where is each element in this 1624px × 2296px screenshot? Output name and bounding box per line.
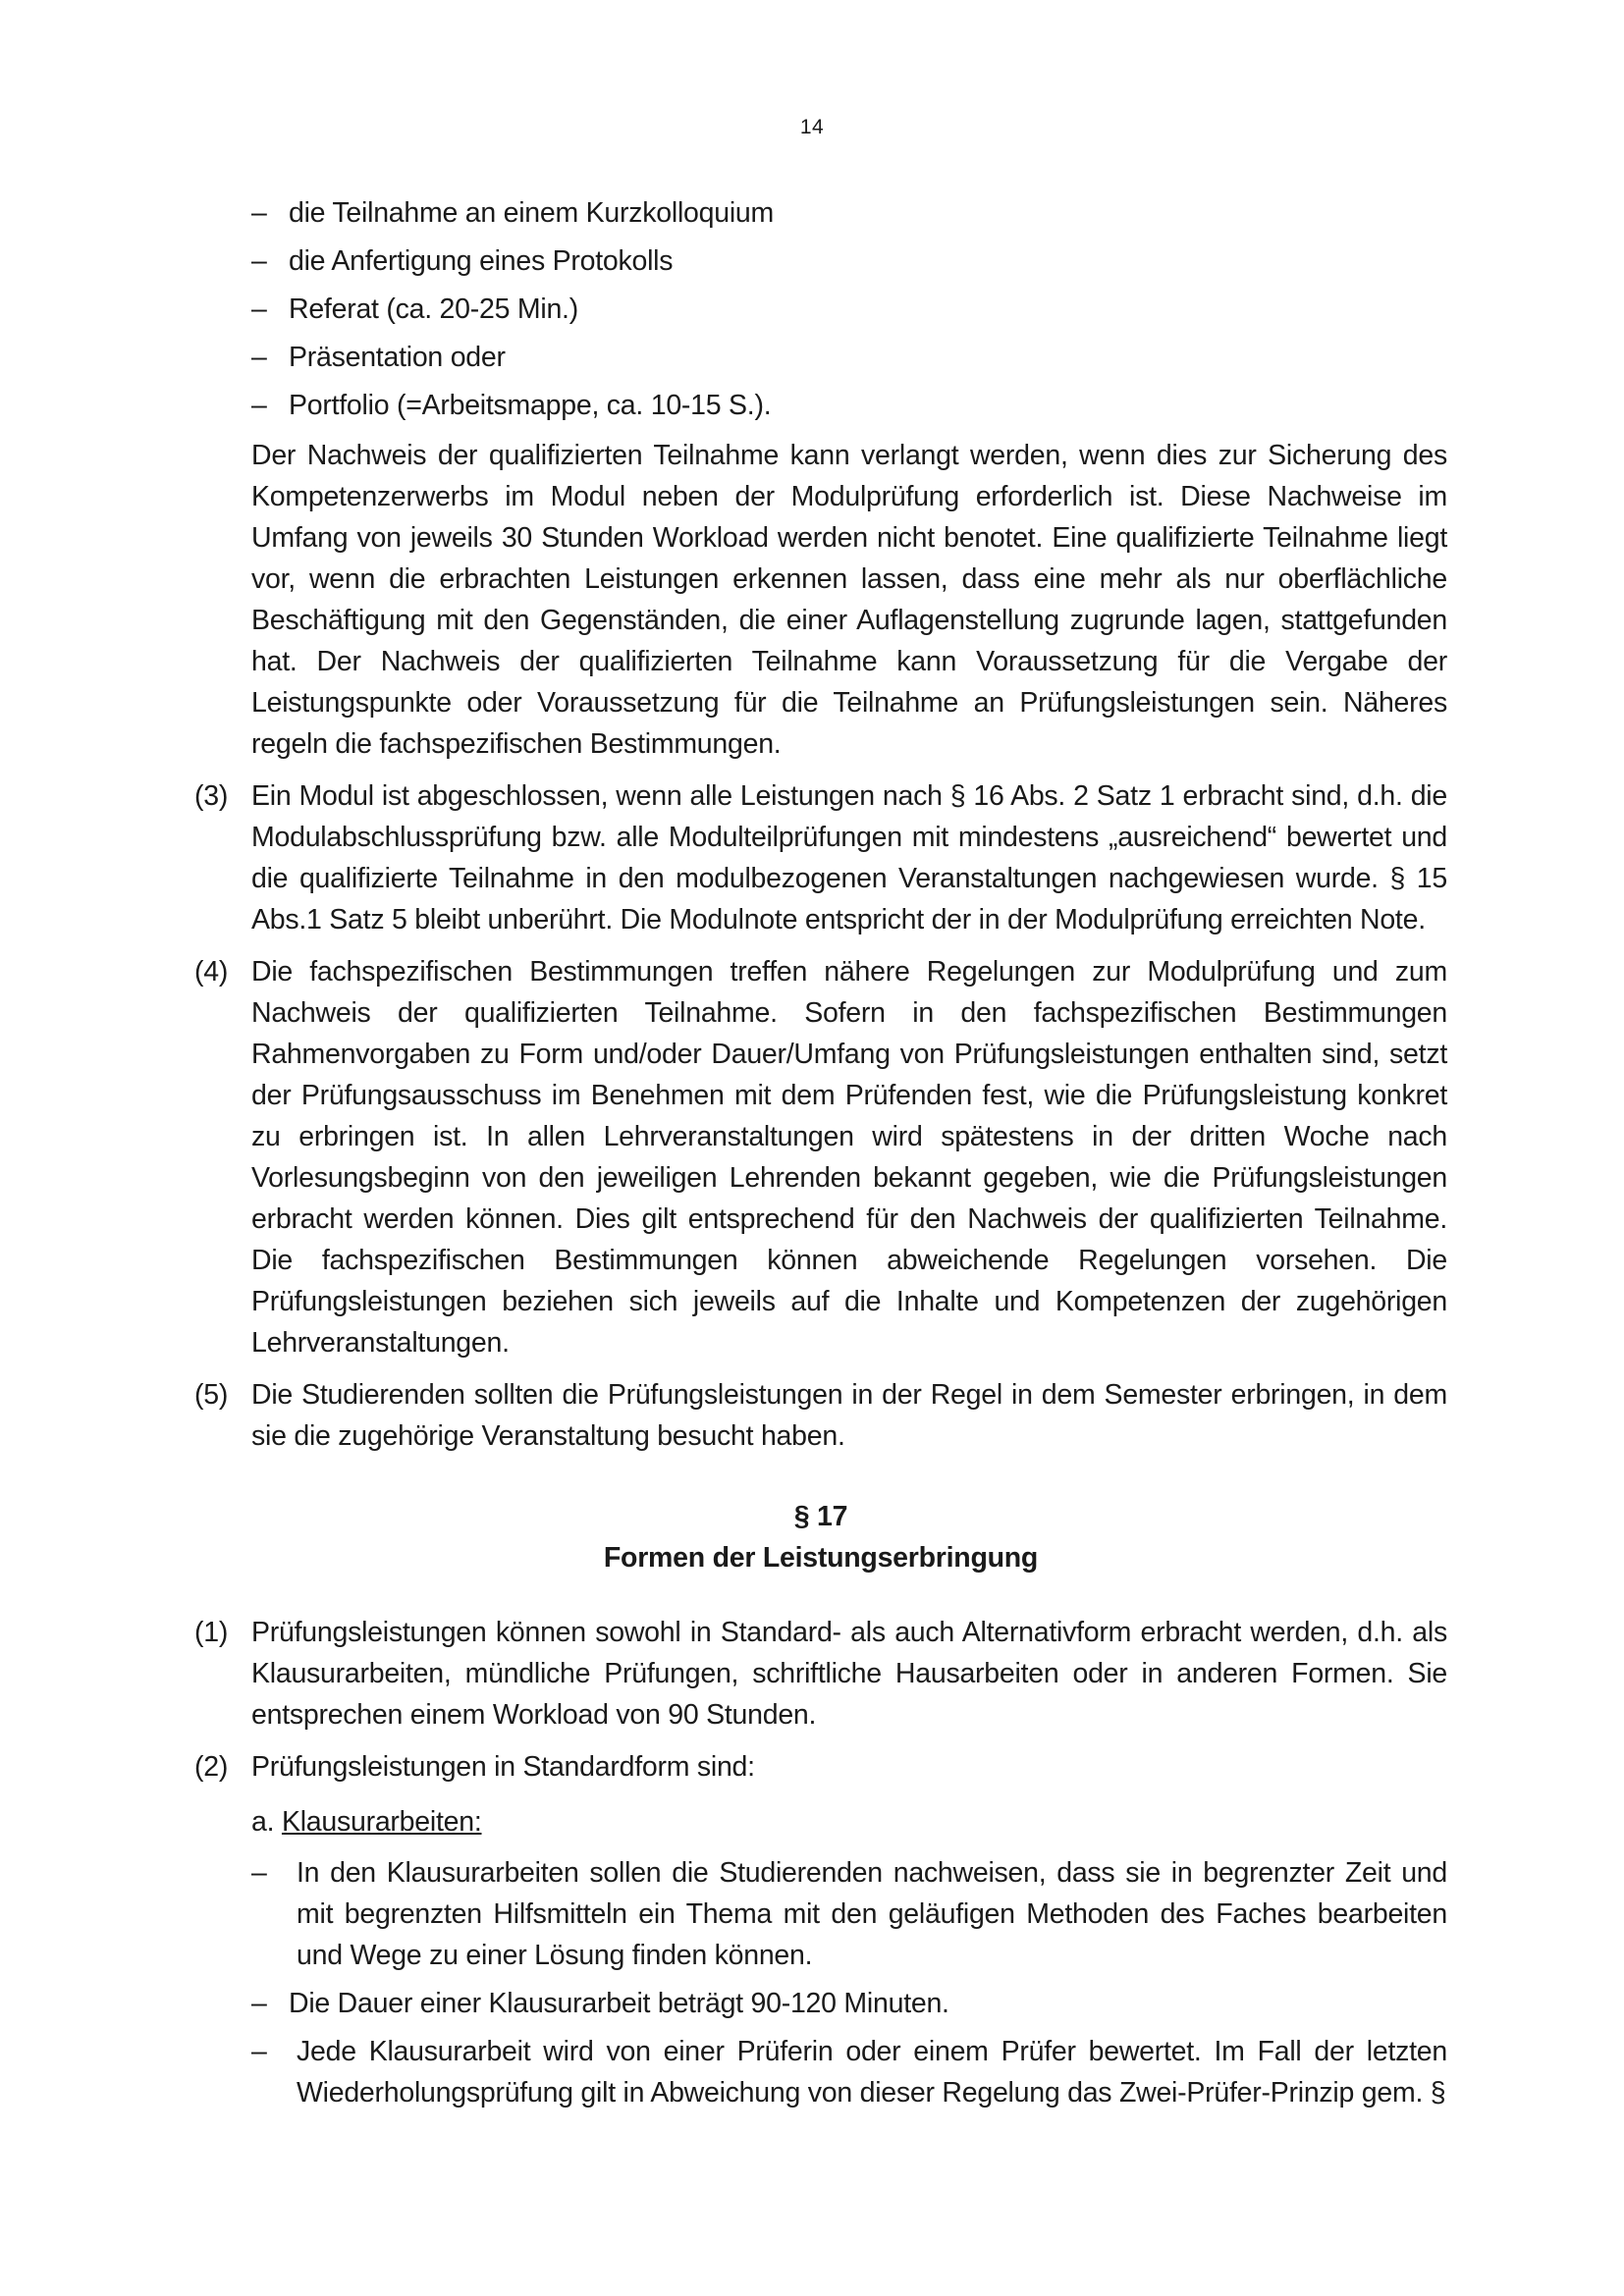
- list-item: [194, 385, 1447, 426]
- item-text: Die Studierenden sollten die Prüfungsleistungen in der Regel in dem Semester erbringen, in dem sie die zugehörige Veranstaltung besucht haben.: [251, 1379, 1447, 1452]
- list-item: [194, 289, 1447, 330]
- paragraph-nachweis: Der Nachweis der qualifizierten Teilnahme kann verlangt werden, wenn dies zur Sicherung des Kompetenzerwerbs im Modul neben der Modulprüfung erforderlich ist. Diese Nachweise im Umfang von jeweils 30 Stunden Workload werden nicht benotet. Eine qualifizierte Teilnahme liegt vor, wenn die erbrachten Leistungen erkennen lassen, dass eine mehr als nur oberflächliche Beschäftigung mit den Gegenständen, die einer Auflagenstellung zugrunde lagen, stattgefunden hat. Der Nachweis der qualifizierten Teilnahme kann Voraussetzung für die Vergabe der Leistungspunkte oder Voraussetzung für die Teilnahme an Prüfungsleistungen sein. Näheres regeln die fachspezifischen Bestimmungen.: [251, 440, 1447, 760]
- top-dash-list: [194, 192, 1447, 426]
- item-number: (3): [194, 780, 229, 812]
- section-number: § 17: [793, 1501, 848, 1532]
- subsection-title: Klausurarbeiten:: [281, 1806, 482, 1838]
- list-item: [194, 240, 1447, 282]
- list-item-text: Referat (ca. 20-25 Min.): [289, 294, 578, 325]
- list-item: [194, 2031, 1447, 2113]
- list-item: [194, 337, 1447, 378]
- list-item-text: die Anfertigung eines Protokolls: [289, 245, 674, 277]
- numbered-item-1: [194, 1612, 1447, 1735]
- numbered-item-2: [194, 1746, 1447, 1788]
- list-item-text: Die Dauer einer Klausurarbeit beträgt 90-120 Minuten.: [289, 1988, 949, 2019]
- subsection-label: a.: [251, 1806, 275, 1838]
- numbered-item-5: [194, 1374, 1447, 1457]
- dash-bullet: –: [251, 342, 267, 373]
- list-item: [194, 1983, 1447, 2024]
- item-text: Ein Modul ist abgeschlossen, wenn alle Leistungen nach § 16 Abs. 2 Satz 1 erbracht sind, d.h. die Modulabschlussprüfung bzw. alle Modulteilprüfungen mit mindestens „ausreichend“ bewertet und die qualifizierte Teilnahme in den modulbezogenen Veranstaltungen nachgewiesen wurde. § 15 Abs.1 Satz 5 bleibt unberührt. Die Modulnote entspricht der in der Modulprüfung erreichten Note.: [251, 780, 1447, 935]
- dash-bullet: –: [251, 1988, 267, 2019]
- section-title: Formen der Leistungserbringung: [603, 1542, 1039, 1574]
- list-item-text: In den Klausurarbeiten sollen die Studierenden nachweisen, dass sie in begrenzter Zeit und mit begrenzten Hilfsmitteln ein Thema mit den geläufigen Methoden des Faches bearbeiten und Wege zu einer Lösung finden können.: [297, 1857, 1447, 1971]
- item-text: Prüfungsleistungen in Standardform sind:: [251, 1751, 755, 1783]
- dash-bullet: –: [251, 2036, 267, 2067]
- list-item-text: Jede Klausurarbeit wird von einer Prüferin oder einem Prüfer bewertet. Im Fall der letzten Wiederholungsprüfung gilt in Abweichung von dieser Regelung das Zwei-Prüfer-Prinzip gem. §: [297, 2036, 1447, 2109]
- list-item: [194, 1852, 1447, 1976]
- item-number: (2): [194, 1751, 229, 1783]
- numbered-item-3: [194, 775, 1447, 940]
- dash-bullet: –: [251, 245, 267, 277]
- page-number: 14: [799, 116, 825, 138]
- dash-bullet: –: [251, 1857, 267, 1889]
- item-number: (4): [194, 956, 229, 988]
- item-text: Prüfungsleistungen können sowohl in Standard- als auch Alternativform erbracht werden, d.h. als Klausurarbeiten, mündliche Prüfungen, schriftliche Hausarbeiten oder in anderen Formen. Sie entsprechen einem Workload von 90 Stunden.: [251, 1617, 1447, 1731]
- numbered-item-4: [194, 951, 1447, 1363]
- document-body: [194, 192, 1447, 2120]
- dash-bullet: –: [251, 390, 267, 421]
- klausur-dash-list: [194, 1852, 1447, 2113]
- section-heading: [194, 1496, 1447, 1578]
- item-number: (1): [194, 1617, 229, 1648]
- list-item: [194, 192, 1447, 234]
- list-item-text: die Teilnahme an einem Kurzkolloquium: [289, 197, 775, 229]
- subsection-heading: [251, 1801, 1447, 1842]
- item-number: (5): [194, 1379, 229, 1411]
- list-item-text: Portfolio (=Arbeitsmappe, ca. 10-15 S.).: [289, 390, 772, 421]
- dash-bullet: –: [251, 294, 267, 325]
- item-text: Die fachspezifischen Bestimmungen treffen nähere Regelungen zur Modulprüfung und zum Nachweis der qualifizierten Teilnahme. Sofern in den fachspezifischen Bestimmungen Rahmenvorgaben zu Form und/oder Dauer/Umfang von Prüfungsleistungen enthalten sind, setzt der Prüfungsausschuss im Benehmen mit dem Prüfenden fest, wie die Prüfungsleistung konkret zu erbringen ist. In allen Lehrveranstaltungen wird spätestens in der dritten Woche nach Vorlesungsbeginn von den jeweiligen Lehrenden bekannt gegeben, wie die Prüfungsleistungen erbracht werden können. Dies gilt entsprechend für den Nachweis der qualifizierten Teilnahme. Die fachspezifischen Bestimmungen können abweichende Regelungen vorsehen. Die Prüfungsleistungen beziehen sich jeweils auf die Inhalte und Kompetenzen der zugehörigen Lehrveranstaltungen.: [251, 956, 1447, 1359]
- list-item-text: Präsentation oder: [289, 342, 506, 373]
- dash-bullet: –: [251, 197, 267, 229]
